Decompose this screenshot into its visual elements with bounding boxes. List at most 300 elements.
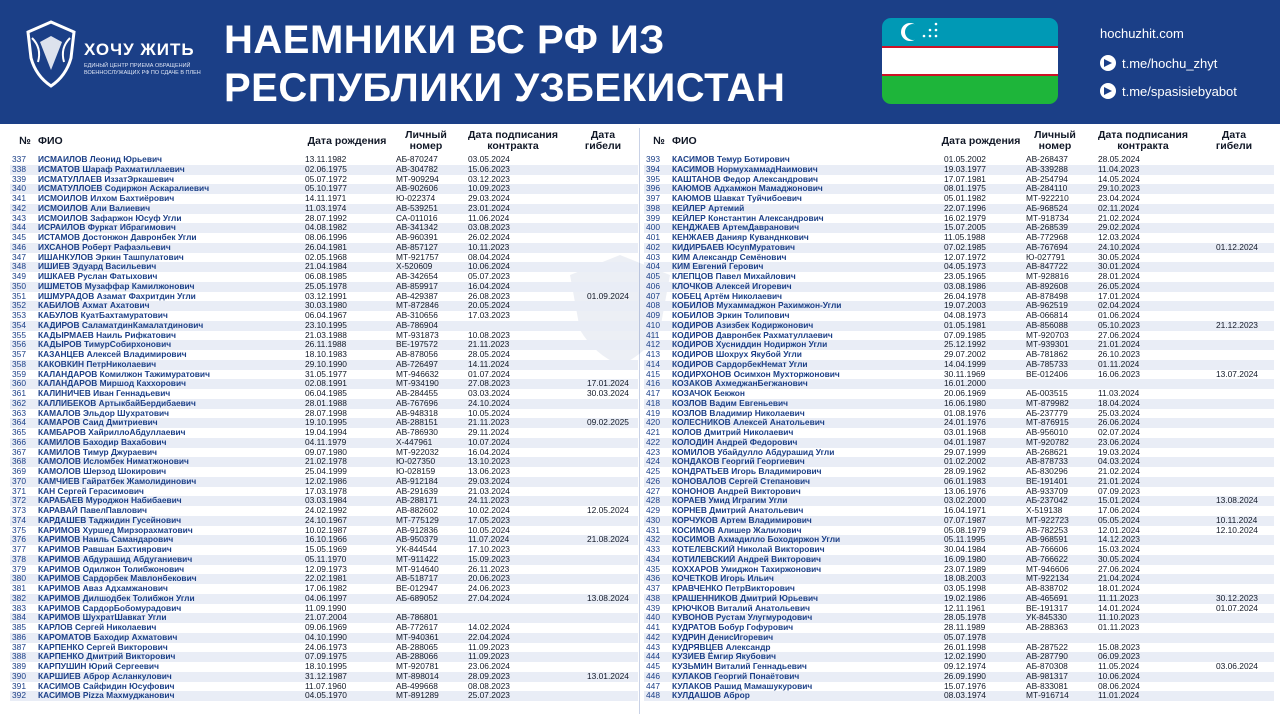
cell-name: КАМЧИЕВ Гайратбек Жамолидинович: [38, 476, 197, 486]
cell-contract: 21.11.2023: [468, 418, 510, 428]
cell-name: ИСМАТОВ Шараф Рахматиллаевич: [38, 164, 185, 174]
table-row: [644, 379, 1274, 389]
cell-birth: 16.01.2000: [944, 379, 986, 389]
cell-birth: 24.02.1992: [305, 506, 347, 515]
cell-contract: 05.05.2024: [1098, 515, 1140, 525]
cell-name: КУВОНОВ Рустам Улугмуродович: [672, 613, 813, 623]
cell-contract: 22.04.2024: [468, 632, 510, 642]
cell-personal: УК-845330: [1026, 613, 1067, 623]
cell-name: КУЗИЕВ Ёмгир Якубович: [672, 652, 776, 662]
cell-birth: 22.07.1996: [944, 203, 986, 213]
cell-birth: 28.01.1988: [305, 398, 347, 408]
cell-contract: 02.07.2024: [1098, 428, 1140, 437]
header-birth: Дата рождения: [941, 135, 1021, 147]
cell-personal: АВ-912836: [396, 525, 438, 535]
table-row: [644, 682, 1274, 692]
cell-num: 339: [12, 174, 26, 184]
cell-name: КАМИЛОВ Баходир Вахабович: [38, 437, 167, 447]
cell-birth: 16.10.1966: [305, 535, 347, 545]
cell-birth: 21.07.2004: [305, 613, 347, 623]
cell-birth: 05.07.1978: [944, 632, 986, 642]
cell-num: 429: [646, 506, 660, 515]
table-row: [644, 194, 1274, 204]
cell-num: 413: [646, 350, 660, 359]
cell-num: 347: [12, 252, 26, 262]
cell-name: ИХСАНОВ Роберт Рафаэльевич: [38, 242, 171, 252]
cell-birth: 08.01.1975: [944, 184, 986, 194]
cell-name: КРАВЧЕНКО ПетрВикторович: [672, 584, 795, 593]
cell-num: 443: [646, 642, 660, 652]
table-row: [644, 370, 1274, 380]
cell-contract: 12.01.2024: [1098, 525, 1140, 535]
table-row: [644, 253, 1274, 263]
cell-contract: 19.03.2024: [1098, 447, 1140, 457]
cell-name: КАРИМОВ Дилшодбек Толибжон Угли: [38, 593, 195, 603]
table-row: [644, 389, 1274, 399]
cell-name: КОТЕЛЕВСКИЙ Николай Викторович: [672, 545, 825, 554]
table-row: [10, 292, 638, 302]
cell-birth: 30.04.1984: [944, 545, 986, 554]
cell-num: 371: [12, 486, 26, 496]
cell-name: КОБИЛОВ Эркин Толипович: [672, 311, 790, 320]
table-row: [644, 516, 1274, 526]
cell-birth: 05.11.1970: [305, 554, 347, 564]
telegram-link-2[interactable]: [1100, 83, 1237, 99]
cell-contract: 11.05.2024: [1098, 662, 1140, 671]
cell-personal: Х-519138: [1026, 506, 1063, 515]
cell-num: 392: [12, 691, 26, 701]
cell-num: 358: [12, 359, 26, 369]
cell-birth: 08.06.1996: [305, 233, 347, 242]
cell-num: 410: [646, 320, 660, 330]
cell-num: 444: [646, 652, 660, 662]
cell-birth: 04.01.1987: [944, 437, 986, 447]
cell-personal: АБ-830296: [1026, 467, 1068, 476]
logo: [22, 18, 202, 98]
cell-name: КОБИЛОВ Мухаммаджон Рахимжон-Угли: [672, 301, 842, 311]
cell-personal: АВ-786930: [396, 428, 438, 437]
cell-personal: АВ-341342: [396, 223, 438, 233]
cell-contract: 11.06.2024: [468, 213, 510, 223]
cell-personal: МТ-920781: [396, 662, 439, 671]
cell-birth: 11.07.1960: [305, 681, 347, 691]
cell-birth: 11.05.1988: [944, 233, 986, 242]
table-row: [644, 574, 1274, 584]
cell-personal: МТ-879982: [1026, 398, 1069, 408]
cell-contract: 21.03.2024: [468, 486, 510, 496]
cell-num: 384: [12, 613, 26, 623]
cell-personal: ВЕ-197572: [396, 340, 438, 350]
cell-birth: 05.07.1972: [305, 174, 347, 184]
cell-contract: 30.05.2024: [1098, 554, 1140, 564]
cell-contract: 25.07.2023: [468, 691, 510, 701]
cell-name: КИДИРБАЕВ ЮсупМуратович: [672, 242, 795, 252]
cell-num: 388: [12, 652, 26, 662]
cell-num: 378: [12, 554, 26, 564]
table-body: [10, 155, 638, 701]
table-row: [644, 272, 1274, 282]
cell-personal: МТ-898014: [396, 671, 439, 681]
cell-birth: 11.09.1990: [305, 603, 347, 613]
cell-num: 340: [12, 184, 26, 194]
cell-death: 13.08.2024: [587, 593, 629, 603]
cell-name: КИМ Александр Семёнович: [672, 252, 787, 262]
cell-name: КАЛАНДАРОВ Миршод Каххорович: [38, 379, 186, 389]
cell-name: КЛОЧКОВ Алексей Игоревич: [672, 281, 792, 291]
cell-name: КИМ Евгений Герович: [672, 262, 764, 272]
cell-contract: 13.10.2023: [468, 457, 510, 467]
cell-birth: 28.07.1992: [305, 213, 347, 223]
cell-num: 337: [12, 155, 26, 164]
cell-num: 389: [12, 662, 26, 671]
header-death: Дата гибели: [1215, 129, 1253, 152]
cell-name: ИСМАИЛОВ Леонид Юрьевич: [38, 155, 162, 164]
table-row: [10, 204, 638, 214]
cell-personal: ВЕ-012947: [396, 584, 438, 593]
table-row: [644, 233, 1274, 243]
cell-contract: 01.11.2023: [1098, 623, 1140, 632]
cell-personal: АВ-948318: [396, 408, 438, 418]
cell-personal: Х-520609: [396, 262, 433, 272]
cell-num: 397: [646, 194, 660, 203]
cell-num: 382: [12, 593, 26, 603]
cell-num: 439: [646, 603, 660, 613]
cell-contract: 16.06.2023: [1098, 369, 1140, 379]
table-row: [10, 633, 638, 643]
cell-num: 442: [646, 632, 660, 642]
cell-personal: АБ-237042: [1026, 496, 1068, 506]
cell-name: КАСИМОВ Сайфидин Юсуфович: [38, 681, 175, 691]
cell-num: 422: [646, 437, 660, 447]
table-row: [10, 243, 638, 253]
cell-num: 362: [12, 398, 26, 408]
cell-name: КУЛАКОВ Георгий Понаётович: [672, 671, 800, 681]
table-row: [10, 184, 638, 194]
cell-birth: 19.03.1977: [944, 164, 986, 174]
table-row: [10, 506, 638, 516]
cell-num: 437: [646, 584, 660, 593]
cell-name: КЕНДЖАЕВ АртемДавранович: [672, 223, 800, 233]
table-row: [644, 457, 1274, 467]
cell-personal: АВ-767694: [1026, 242, 1068, 252]
cell-personal: МТ-934190: [396, 379, 439, 389]
telegram-icon: [1100, 83, 1116, 99]
cell-contract: 06.09.2023: [1098, 652, 1140, 662]
cell-birth: 25.12.1992: [944, 340, 986, 350]
cell-num: 354: [12, 320, 26, 330]
table-row: [10, 360, 638, 370]
cell-contract: 29.03.2024: [468, 194, 510, 203]
cell-name: КОРЧУКОВ Артем Владимирович: [672, 515, 812, 525]
cell-contract: 21.04.2024: [1098, 574, 1140, 584]
cell-personal: АВ-833081: [1026, 681, 1068, 691]
cell-birth: 31.12.1987: [305, 671, 347, 681]
cell-birth: 06.01.1983: [944, 476, 986, 486]
cell-birth: 30.03.1980: [305, 301, 347, 311]
table-row: [644, 399, 1274, 409]
cell-name: КАЗАНЦЕВ Алексей Владимирович: [38, 350, 187, 359]
cell-contract: 10.07.2024: [468, 437, 510, 447]
cell-num: 350: [12, 281, 26, 291]
cell-personal: МТ-909294: [396, 174, 439, 184]
cell-contract: 08.06.2024: [1098, 681, 1140, 691]
cell-name: КАРАБАЕВ Муроджон Набибаевич: [38, 496, 182, 506]
cell-name: КУДРИН ДенисИгоревич: [672, 632, 774, 642]
cell-personal: АВ-268539: [1026, 223, 1068, 233]
cell-personal: АВ-254794: [1026, 174, 1068, 184]
cell-birth: 09.06.1969: [305, 623, 347, 632]
cell-contract: 30.05.2024: [1098, 252, 1140, 262]
cell-contract: 14.01.2024: [1098, 603, 1140, 613]
table-row: [644, 467, 1274, 477]
cell-contract: 11.11.2023: [1098, 593, 1139, 603]
cell-name: ИСМОИЛОВ Али Валиевич: [38, 203, 151, 213]
cell-death: 21.08.2024: [587, 535, 629, 545]
cell-personal: АВ-962519: [1026, 301, 1068, 311]
cell-contract: 21.02.2024: [1098, 467, 1140, 476]
cell-birth: 09.07.1980: [305, 447, 347, 457]
cell-birth: 19.07.2003: [944, 301, 986, 311]
cell-num: 390: [12, 671, 26, 681]
cell-num: 379: [12, 564, 26, 574]
cell-name: КАРПЕНКО Дмитрий Викторович: [38, 652, 176, 662]
website-link[interactable]: hochuzhit.com: [1100, 26, 1184, 41]
cell-num: 409: [646, 311, 660, 320]
cell-num: 374: [12, 515, 26, 525]
cell-num: 435: [646, 564, 660, 574]
table-row: [10, 350, 638, 360]
table-row: [10, 389, 638, 399]
header-name: ФИО: [672, 135, 697, 147]
cell-birth: 16.04.1971: [944, 506, 986, 515]
cell-birth: 18.08.2003: [944, 574, 986, 584]
cell-name: КАДЫРОВ ТимурСобирхонович: [38, 340, 172, 350]
cell-contract: 29.03.2024: [468, 476, 510, 486]
cell-personal: АВ-726497: [396, 359, 438, 369]
table-row: [644, 311, 1274, 321]
cell-name: КУЛДАШОВ Аброр: [672, 691, 750, 701]
cell-personal: АВ-288363: [1026, 623, 1068, 632]
cell-contract: 26.02.2024: [468, 233, 510, 242]
cell-name: ИСМАТУЛЛОЕВ Содиржон Аскаралиевич: [38, 184, 210, 194]
table-row: [10, 574, 638, 584]
cell-personal: АВ-465691: [1026, 593, 1068, 603]
cell-num: 403: [646, 252, 660, 262]
cell-contract: 17.01.2024: [1098, 291, 1140, 301]
cell-name: ИСМОИЛОВ Зафаржон Юсуф Угли: [38, 213, 182, 223]
cell-personal: МТ-876915: [1026, 418, 1069, 428]
cell-birth: 16.09.1980: [944, 554, 986, 564]
table-row: [644, 409, 1274, 419]
cell-name: КОСИМОВ Ахмадилло Боходиржон Угли: [672, 535, 841, 545]
cell-personal: АВ-892608: [1026, 281, 1068, 291]
logo-subtitle: ЕДИНЫЙ ЦЕНТР ПРИЕМА ОБРАЩЕНИЙ ВОЕННОСЛУЖАЩИХ РФ ПО СДАЧЕ В ПЛЕН: [84, 63, 201, 76]
cell-birth: 31.05.1977: [305, 369, 347, 379]
cell-contract: 21.02.2024: [1098, 213, 1140, 223]
cell-contract: 26.10.2023: [1098, 350, 1140, 359]
title-line-1: НАЕМНИКИ ВС РФ ИЗ: [224, 18, 665, 62]
table-row: [10, 175, 638, 185]
cell-personal: АВ-284455: [396, 389, 438, 398]
cell-num: 342: [12, 203, 26, 213]
cell-personal: Ю-028159: [396, 467, 436, 476]
table-row: [10, 155, 638, 165]
cell-num: 445: [646, 662, 660, 671]
table-row: [10, 526, 638, 536]
table-row: [10, 672, 638, 682]
cell-birth: 12.07.1972: [944, 252, 986, 262]
cell-personal: АВ-847722: [1026, 262, 1068, 272]
cell-contract: 25.03.2024: [1098, 408, 1140, 418]
cell-birth: 19.02.1986: [944, 593, 986, 603]
cell-personal: МТ-911422: [396, 554, 439, 564]
cell-birth: 26.11.1988: [305, 340, 347, 350]
cell-personal: АВ-772968: [1026, 233, 1068, 242]
cell-personal: МТ-946632: [396, 369, 439, 379]
table-row: [644, 184, 1274, 194]
cell-contract: 23.06.2024: [468, 662, 510, 671]
cell-name: КАРИМОВ СардорБобомурадович: [38, 603, 182, 613]
cell-num: 349: [12, 272, 26, 281]
table-row: [644, 321, 1274, 331]
cell-birth: 07.02.1985: [944, 242, 986, 252]
cell-birth: 29.10.1990: [305, 359, 347, 369]
cell-birth: 30.11.1969: [944, 369, 986, 379]
cell-personal: АВ-268437: [1026, 155, 1068, 164]
cell-contract: 16.04.2024: [468, 447, 510, 457]
cell-birth: 08.03.1974: [944, 691, 986, 701]
cell-name: КАЛИНИЧЕВ Иван Геннадьевич: [38, 389, 171, 398]
cell-personal: АВ-304782: [396, 164, 438, 174]
cell-personal: МТ-920782: [1026, 437, 1069, 447]
cell-name: КОБЕЦ Артём Николаевич: [672, 291, 782, 301]
cell-birth: 24.06.1973: [305, 642, 347, 652]
cell-birth: 04.08.1973: [944, 311, 986, 320]
table-row: [644, 584, 1274, 594]
table-row: [10, 253, 638, 263]
cell-num: 426: [646, 476, 660, 486]
cell-personal: АВ-878733: [1026, 457, 1068, 467]
cell-num: 395: [646, 174, 660, 184]
header-birth: Дата рождения: [307, 135, 387, 147]
cell-birth: 16.02.1979: [944, 213, 986, 223]
cell-contract: 28.05.2024: [1098, 155, 1140, 164]
cell-name: КОНОНОВ Андрей Викторович: [672, 486, 801, 496]
cell-num: 355: [12, 330, 26, 340]
table-row: [10, 370, 638, 380]
cell-name: КАРИМОВ Сардорбек Мавлонбекович: [38, 574, 197, 584]
cell-name: КОМИЛОВ Убайдулло Абдурашид Угли: [672, 447, 835, 457]
cell-personal: АВ-339288: [1026, 164, 1068, 174]
cell-birth: 15.05.1969: [305, 545, 347, 554]
cell-contract: 05.10.2023: [1098, 320, 1140, 330]
header-num: №: [653, 135, 665, 147]
cell-personal: АВ-786801: [396, 613, 438, 623]
cell-contract: 24.10.2024: [1098, 242, 1140, 252]
cell-birth: 26.01.1998: [944, 642, 986, 652]
cell-contract: 21.01.2024: [1098, 476, 1140, 486]
cell-personal: МТ-891289: [396, 691, 439, 701]
cell-personal: АВ-950379: [396, 535, 438, 545]
cell-contract: 03.08.2023: [468, 223, 510, 233]
cell-num: 391: [12, 681, 26, 691]
table-row: [10, 496, 638, 506]
table-row: [10, 691, 638, 701]
cell-birth: 10.02.1987: [305, 525, 347, 535]
cell-personal: АВ-766622: [1026, 554, 1068, 564]
cell-name: КОДИРОВ Шохрух Якубой Угли: [672, 350, 802, 359]
cell-num: 405: [646, 272, 660, 281]
cell-contract: 10.02.2024: [468, 506, 510, 515]
cell-birth: 16.06.1980: [944, 398, 986, 408]
cell-personal: МТ-922723: [1026, 515, 1069, 525]
cell-num: 416: [646, 379, 660, 389]
cell-birth: 01.02.2002: [944, 457, 986, 467]
cell-num: 424: [646, 457, 660, 467]
cell-num: 345: [12, 233, 26, 242]
cell-name: КАДЫРМАЕВ Наиль Рифкатович: [38, 330, 176, 340]
cell-birth: 26.04.1978: [944, 291, 986, 301]
table-row: [644, 175, 1274, 185]
cell-contract: 27.06.2024: [1098, 330, 1140, 340]
table-row: [644, 292, 1274, 302]
table-row: [10, 379, 638, 389]
cell-birth: 05.10.1977: [305, 184, 347, 194]
cell-num: 375: [12, 525, 26, 535]
table-row: [10, 214, 638, 224]
table-row: [10, 662, 638, 672]
cell-contract: 10.11.2023: [468, 242, 510, 252]
cell-num: 431: [646, 525, 660, 535]
table-row: [644, 594, 1274, 604]
cell-personal: АБ-003515: [1026, 389, 1068, 398]
cell-personal: АВ-912184: [396, 476, 438, 486]
table-row: [644, 662, 1274, 672]
cell-num: 365: [12, 428, 26, 437]
cell-personal: АВ-288066: [396, 652, 438, 662]
cell-contract: 14.02.2024: [468, 623, 510, 632]
cell-death: 30.03.2024: [587, 389, 629, 398]
cell-name: КОЗЛОВ Владимир Николаевич: [672, 408, 805, 418]
cell-contract: 26.06.2024: [1098, 418, 1140, 428]
cell-contract: 14.05.2024: [1098, 174, 1140, 184]
cell-name: КАМОЛОВ Исломбек Ниматжонович: [38, 457, 189, 467]
table-row: [10, 418, 638, 428]
title-line-2: РЕСПУБЛИКИ УЗБЕКИСТАН: [224, 66, 786, 110]
table-row: [10, 477, 638, 487]
cell-contract: 14.12.2023: [1098, 535, 1140, 545]
cell-birth: 26.04.1981: [305, 242, 347, 252]
cell-num: 343: [12, 213, 26, 223]
cell-contract: 11.01.2024: [1098, 691, 1140, 701]
cell-personal: АВ-066814: [1026, 311, 1068, 320]
cell-birth: 21.02.1978: [305, 457, 347, 467]
cell-birth: 02.06.1975: [305, 164, 347, 174]
cell-name: КОЛОВ Дмитрий Николаевич: [672, 428, 794, 437]
table-row: [644, 643, 1274, 653]
cell-birth: 24.01.1976: [944, 418, 986, 428]
table-row: [644, 565, 1274, 575]
cell-birth: 09.12.1974: [944, 662, 986, 671]
cell-name: КОЛОДИН Андрей Федорович: [672, 437, 798, 447]
header-contract: Дата подписания контракта: [467, 129, 559, 152]
cell-personal: МТ-916714: [1026, 691, 1069, 701]
table-row: [10, 545, 638, 555]
cell-num: 427: [646, 486, 660, 496]
cell-name: КОДИРХОНОВ Осимхон Мухторжонович: [672, 369, 840, 379]
telegram-link-1[interactable]: [1100, 55, 1217, 71]
table-row: [10, 652, 638, 662]
